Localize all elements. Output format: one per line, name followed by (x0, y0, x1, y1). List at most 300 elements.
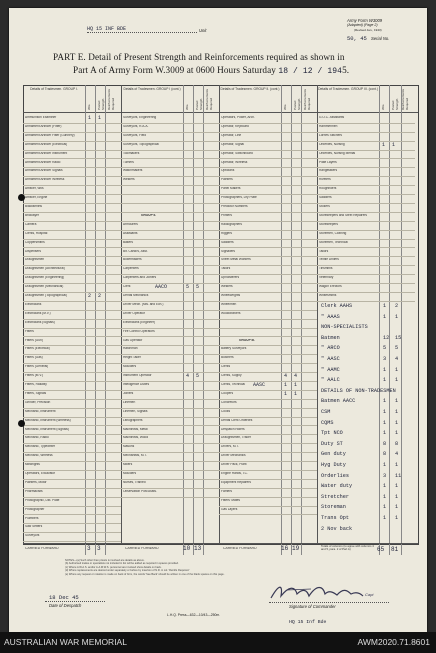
form-revised: (Revised Jan., 1943) (354, 28, 382, 32)
row-label: Electricians (25, 302, 42, 306)
typed-entry (317, 302, 417, 312)
form-sheet (9, 8, 427, 632)
typed-entry (317, 440, 417, 450)
row-label: Surveyors (25, 534, 40, 538)
row-label: Predictor Numbers (221, 205, 248, 208)
typed-entry-we: 12 (383, 334, 390, 341)
row-label: Toolmakers (123, 151, 140, 155)
row-label: Camera (25, 222, 37, 226)
typed-entry-posted: 1 (395, 313, 399, 320)
typed-entry-posted: 11 (395, 472, 402, 479)
row-label: Plumbers (25, 516, 39, 520)
row-label: Farriers (221, 489, 232, 493)
row-label: Fitters, Railway (25, 383, 47, 386)
row-label: Fitters (Electrical) (25, 347, 50, 351)
form-note: (d) Where replacements are desired under separately or before by insertion of N.R. in col. 'Reinfts Required.' (65, 569, 190, 573)
table-row (317, 292, 415, 302)
col3-required-head: Reinforcements Required (303, 88, 311, 110)
typed-entry (317, 376, 417, 386)
typed-entry-we: 2 (88, 293, 92, 299)
row-label: Cooks (221, 409, 231, 413)
cf-label-1: CARRIED FORWARD (25, 547, 59, 550)
row-label: Stokers (319, 205, 330, 208)
typed-entry (317, 525, 417, 535)
row-label: Observation Post Assts. (123, 489, 157, 493)
typed-entry-posted: 1 (395, 504, 399, 511)
form-adapted: (Adapted) (Page 2) (347, 23, 378, 27)
row-label: Armourers (123, 222, 138, 226)
form-note: NOTES—(a) Such other than priests is involved are details as above. (65, 559, 145, 562)
typed-entry-posted: 1 (395, 377, 399, 384)
col2-required-head: Reinforcements Required (205, 88, 213, 110)
typed-entry (317, 408, 417, 418)
row-label: Boilermakers (123, 258, 142, 262)
signature-label: Signature of Commander (289, 604, 336, 609)
row-label: Clerks, Technical (221, 383, 246, 386)
row-label: Armament Artificer (Electrical) (25, 142, 68, 146)
row-label: Mechanic, Wireless (25, 454, 53, 458)
cf4-we: 65 (377, 546, 385, 553)
row-label: Saddlers (221, 240, 234, 244)
row-label: Grinder, Precision (25, 400, 51, 404)
row-label: Masons (123, 445, 135, 449)
row-label: Fitters' Mates (221, 498, 241, 502)
row-label: Mechanic, Typewriter (25, 445, 56, 449)
typed-entry-label: Batmen AACC (321, 398, 356, 405)
row-label: Tailors (319, 249, 329, 253)
row-label: Photographer (25, 507, 45, 511)
typed-entry (23, 114, 121, 123)
typed-entry-posted: 2 (98, 293, 102, 299)
typed-entry-posted: 4 (395, 451, 399, 458)
typed-entry (317, 493, 417, 503)
row-label: Carpenters (123, 267, 139, 271)
typed-entry-posted: 1 (294, 390, 298, 397)
title-date-suffix: 5. (342, 65, 350, 75)
row-label: Machinists, Metal (123, 427, 148, 431)
typed-entry-we: 4 (186, 373, 190, 380)
row-label: Surveyors, Field (123, 133, 147, 137)
row-label: Fitters (General) (25, 365, 49, 369)
row-label: Gas Layers (221, 507, 238, 511)
col1-we-head: W.E. (87, 103, 91, 110)
row-label: Operator, Switchboard (221, 151, 253, 155)
typed-entry (317, 419, 417, 429)
row-label: Draughtsmen (Topographical) (25, 294, 67, 297)
typed-entry-we: 3 (383, 356, 387, 362)
typed-entry-we: 1 (383, 430, 387, 437)
row-label: Mechanic, Radio (25, 436, 49, 440)
row-label: Millers (123, 463, 133, 467)
row-label: Armament Artificer (Fitter) (25, 124, 62, 128)
typed-entry-label: " AASC (321, 356, 340, 362)
typed-entry-label: Gen duty (321, 451, 346, 458)
header-rule (23, 112, 418, 113)
col3-posted-head: Posted Strength (293, 98, 301, 110)
typed-entry (317, 503, 417, 513)
row-label: Electricians (Engineer) (123, 320, 156, 324)
typed-entry-we: 1 (383, 303, 387, 309)
cf1-we: 3 (87, 545, 91, 552)
row-label: Lithographers (123, 418, 143, 422)
typed-entry-we: 5 (383, 345, 387, 352)
cf2-posted: 13 (194, 545, 202, 552)
row-label: Storemen, Clothing (319, 231, 347, 235)
row-label: Operator, Signal (221, 142, 245, 146)
typed-entry-we: 1 (382, 141, 386, 148)
typed-entry-label: " AALC (321, 377, 340, 384)
despatch-date-typed: 18 Dec 45 (49, 594, 79, 601)
row-label: Driver Mechanics (221, 454, 246, 458)
row-label: Driver Pack, Plant (221, 463, 247, 467)
row-label: Mechanic, Instrument (25, 409, 56, 413)
carried-rule (23, 543, 418, 544)
row-label: Fitters (25, 329, 34, 333)
typed-entry-we: 1 (284, 382, 288, 388)
typed-entry-we: 1 (284, 390, 288, 397)
row-label: Armament Artificer Radio (25, 160, 61, 164)
row-label: Surveyors, R.A.A. (123, 124, 149, 128)
row-label: Operator, Wireless (221, 160, 248, 164)
row-label: Dental Clerk Orderlies (221, 418, 253, 422)
form-title-line1: PART E. Detail of Present Strength and Reinforcements required as shown in (53, 52, 345, 62)
typed-entry (317, 429, 417, 439)
typed-entry-label: NON-SPECIALISTS (321, 324, 368, 331)
typed-entry-label: AACO (155, 284, 168, 291)
col4-we-head: W.E. (381, 103, 385, 110)
row-label: Fitters (Gas) (25, 356, 43, 360)
row-label: Dental Mechanics (123, 294, 149, 297)
typed-entry-posted: 1 (395, 398, 399, 405)
typed-entry-posted: 1 (395, 366, 399, 373)
row-label: Intelligence Duties (123, 383, 150, 386)
row-label: Sheet Metal Workers (221, 258, 251, 262)
typed-entry-label: " ARCO (321, 345, 340, 352)
typed-entry (121, 283, 219, 292)
typed-entry (317, 141, 415, 150)
row-label: Mechanic, Instrument (Signals) (25, 427, 69, 431)
row-label: Storekeepers and Steel Repairers (319, 213, 368, 217)
typed-entry-posted: 1 (395, 483, 399, 490)
typed-entry-we: 1 (383, 313, 387, 320)
despatch-date-line (45, 601, 105, 602)
row-label: Fitters (Gun) (25, 338, 43, 342)
typed-entry-label: " AAMC (321, 366, 340, 373)
typed-entry-we: 1 (383, 462, 387, 468)
typed-entry (219, 390, 317, 399)
row-label: Photographers, Dry Plate (221, 196, 257, 200)
typed-entry-posted: 2 (395, 303, 399, 309)
typed-entry (23, 292, 121, 301)
typed-entry-label: CQMS (321, 419, 334, 426)
cf4-posted: 81 (391, 546, 399, 553)
row-label: Armament Artificer Signals (25, 169, 63, 173)
typed-entry-label: Batmen (321, 334, 340, 341)
table-row (121, 488, 219, 498)
row-label: Operator, Keyboard (221, 124, 249, 128)
row-label: Blacksmiths (25, 205, 43, 208)
typed-entry (317, 313, 417, 323)
form-title-line2 (73, 65, 349, 77)
typed-entry-label: Storeman (321, 504, 346, 511)
row-label: Despatch Riders (221, 427, 245, 431)
typed-entry-posted: 1 (294, 382, 298, 388)
typed-entry-we: 1 (383, 483, 387, 490)
typed-entry-we: 1 (383, 366, 387, 373)
cf2-we: 10 (183, 545, 191, 552)
typed-entry (317, 355, 417, 365)
signature-suffix: Capt (365, 592, 374, 597)
row-label: Linemen, Signals (123, 409, 148, 413)
row-label: Mechanic, Instrument (Wireless) (25, 418, 71, 422)
unit-line (87, 32, 197, 33)
form-note: (c) Where A.W.A.S. and/or A.A.M.W.S. personnel are involved show details on back. (65, 565, 162, 569)
typed-entry (317, 387, 417, 397)
row-label: Draughtsmen (Engineering) (25, 276, 65, 280)
cf1-posted: 3 (97, 545, 101, 552)
row-label: Joiners (123, 391, 134, 395)
row-label: Armament Artificer Fitter (Gunnery) (25, 133, 75, 137)
row-label: Woodworkers (221, 311, 241, 315)
typed-entry-we: 3 (383, 472, 387, 479)
col3-we-head: W.E. (283, 103, 287, 110)
row-label: Fire Control Operators (123, 329, 155, 333)
row-label: Lorries Stitchers (319, 133, 343, 137)
row-label: GROUP II. (141, 213, 157, 217)
despatch-date-label: Date of Despatch (49, 603, 82, 608)
cf-label-3: CARRIED FORWARD (223, 547, 257, 550)
typed-entry-we: 1 (383, 504, 387, 511)
row-label: Storemen, Technical (319, 240, 348, 244)
row-label: Butchers (221, 356, 234, 360)
typed-entry-posted: 15 (395, 334, 402, 341)
typed-entry-label: Hyg Duty (321, 462, 346, 468)
unit-typed: HQ 15 INF BDE (87, 26, 127, 32)
row-label: Equipment Repairers (221, 480, 251, 484)
cf-totals-label: Totals of columns (to agree with columns 4 and 5, para. 2 of Part A) (321, 545, 374, 552)
typed-entry (317, 344, 417, 354)
table-row (219, 506, 317, 516)
typed-entry-we: 5 (186, 284, 190, 291)
typed-entry-posted: 1 (395, 419, 399, 426)
row-label: Painters (221, 178, 233, 182)
row-label: Tailors (221, 267, 231, 271)
row-label: Roughriders (319, 187, 337, 191)
typed-entry-posted: 1 (395, 409, 399, 415)
col3-header: Details of Tradesmen. GROUP II. (cont.) (220, 87, 280, 91)
row-label: Wagon Erectors (319, 285, 342, 289)
row-label: Whitesmiths (319, 294, 337, 297)
row-label: Riggers (221, 231, 232, 235)
typed-entry (317, 334, 417, 344)
typed-entry (317, 397, 417, 407)
typed-entry-posted: 5 (395, 345, 399, 352)
row-label: Millwrights (25, 463, 40, 467)
row-label: Saw Setters (25, 525, 43, 529)
row-label: Operators, Excavator (25, 472, 56, 475)
row-label: Drivers, M.T. (221, 445, 239, 449)
typed-entry-we: 8 (383, 451, 387, 458)
row-label: Draughtsmen (Architectural) (25, 267, 65, 271)
typed-entry-we: 1 (383, 409, 387, 415)
serial-value: 50, 45 (347, 35, 367, 42)
col1-required-head: Reinforcements Required (107, 88, 115, 110)
credit-left: AUSTRALIAN WAR MEMORIAL (4, 637, 127, 647)
row-label: Draughtsmen (25, 258, 45, 262)
form-note: (e) Where any request or notation is made on back of form, the words 'See Back' should be written in one of the blank spaces on this page. (65, 572, 225, 576)
col1-header: Details of Tradesmen. GROUP I. (30, 87, 78, 91)
typed-entry-posted: 8 (395, 440, 399, 447)
row-label: Rangetakers (319, 169, 338, 173)
row-label: Coppersmiths (25, 240, 45, 244)
typed-entry-label: 2 Nov back (321, 525, 353, 532)
row-label: Moulders (123, 472, 137, 475)
signature-line (269, 602, 389, 603)
typed-entry-label: DETAILS OF NON-TRADESMEN (321, 387, 396, 394)
typed-entry-posted: 4 (294, 373, 298, 380)
cf3-posted: 19 (292, 545, 300, 552)
typed-entry-posted: 1 (395, 515, 399, 521)
typed-entry-posted: 1 (395, 430, 399, 437)
typed-entry (317, 450, 417, 460)
typed-entry-we: 1 (88, 115, 92, 121)
form-note: (b) Authorised trades or specialists not included in list will be added as required in spaces provided. (65, 562, 179, 566)
col1-posted-head: Posted Strength (97, 98, 105, 110)
typed-entry (121, 372, 219, 381)
col4-header: Details of Tradesmen. GROUP III. (cont.) (318, 87, 378, 91)
row-label: Carpenters and Joiners (123, 276, 157, 280)
row-label: Draughtsmen, Tracer (221, 436, 251, 440)
row-label: Orderlies, Nursing (319, 142, 345, 146)
row-label: Fitters, Signals (25, 391, 47, 395)
typed-entry-posted: 5 (196, 373, 200, 380)
serial-label: Serial No. (371, 36, 390, 41)
typed-entry (317, 482, 417, 492)
archive-credit-bar (0, 632, 436, 653)
row-label: Armament Artificer Instrument (25, 151, 68, 155)
row-label: Dispensers (25, 249, 41, 253)
row-label: Wheelwrights (221, 294, 241, 297)
col4-required-head: Reinforcements Required (401, 88, 409, 110)
row-label: Wheelmen (221, 302, 237, 306)
row-label: Clerk (123, 285, 131, 289)
title-line2-text: Part A of Army Form W.3009 at 0600 Hours Saturday (73, 65, 276, 75)
row-label: Veterinary (319, 276, 334, 280)
typed-entry-label: Duty ST (321, 440, 343, 447)
typed-entry-posted: 1 (98, 115, 102, 121)
row-label: Watchmakers (123, 169, 143, 173)
typed-entry-posted: 1 (395, 462, 399, 468)
row-label: G.O.C. Assistants (319, 116, 345, 119)
row-label: Battery Surveyors (221, 347, 247, 351)
row-label: Gas Operator (123, 338, 143, 342)
table-row (23, 532, 121, 542)
row-label: Painters, Motor (25, 480, 47, 484)
row-label: Engine Hands, I.C. (221, 472, 248, 475)
row-label: Clerks, Supply (221, 374, 242, 378)
typed-entry-we: 1 (383, 398, 387, 405)
row-label: Hammermen (319, 124, 338, 128)
row-label: Pharmacists (25, 489, 43, 493)
row-label: Bricklayer (25, 213, 39, 217)
row-label: Panel Makers (221, 187, 241, 191)
row-label: Bakers (123, 240, 133, 244)
unit-stamp: HQ 15 Inf Bde (289, 620, 327, 625)
typed-entry-label: Stretcher (321, 493, 350, 500)
form-notes (65, 559, 405, 576)
typed-entry-posted: 1 (395, 493, 399, 500)
punch-hole-bottom (18, 420, 25, 427)
row-label: Signallers (221, 249, 235, 253)
row-label: Saddlers (319, 196, 332, 200)
col2-header: Details of Tradesmen. GROUP I (cont.) (123, 87, 181, 91)
col4-posted-head: Posted Strength (391, 98, 399, 110)
row-label: Artificer, Wks (25, 187, 44, 191)
row-label: Operator, Line (221, 133, 242, 137)
row-label: Upholsterers (221, 276, 240, 280)
credit-right: AWM2020.71.8601 (357, 637, 430, 647)
typed-entry-we: 1 (383, 493, 387, 500)
row-label: Welders (123, 178, 135, 182)
typed-entry-we: 1 (383, 419, 387, 426)
typed-entry-we: 8 (383, 440, 387, 447)
cf3-we: 16 (281, 545, 289, 552)
row-label: Armament Artificer Wireless (25, 178, 65, 182)
typed-entry-label: Trans Opt (321, 515, 350, 521)
typed-entry (317, 461, 417, 471)
typed-entry (317, 323, 417, 333)
row-label: Electricians (Signals) (25, 320, 55, 324)
row-label: Welders (221, 285, 233, 289)
row-label: Height Taker (123, 356, 141, 360)
typed-entry-label: Water duty (321, 483, 353, 490)
row-label: Nurses, Trained (123, 480, 146, 484)
row-label: Assistants (123, 231, 138, 235)
row-label: Mechanists, M.T. (123, 454, 147, 458)
col2-posted-head: Posted Strength (195, 98, 203, 110)
row-label: GROUP III. (239, 338, 256, 342)
row-label: Ammunition Examiner (25, 116, 57, 119)
form-ref: Army Form W3009 (347, 18, 383, 23)
row-label: Riveters (319, 178, 331, 182)
row-label: Turners (123, 160, 134, 164)
row-label: Clerks (221, 365, 231, 369)
row-label: Electricians (M.V.) (25, 311, 51, 315)
row-label: Hatchman (123, 347, 138, 351)
row-label: Machinists, Wood (123, 436, 149, 440)
title-date-typed: 18 / 12 / 194 (278, 67, 343, 76)
row-label: Plate Layers (319, 160, 337, 164)
row-label: Printers (221, 213, 232, 217)
typed-entry-posted: 4 (395, 356, 399, 362)
row-label: Photographic, Dkt. Plate (25, 498, 60, 502)
row-label: Driver Mech. (Mis. and Ech.) (123, 302, 164, 306)
row-label: Opticians (221, 169, 235, 173)
commander-signature (267, 580, 377, 604)
row-label: Draughtsmen (Mechanical) (25, 285, 64, 289)
typed-entry-we: 4 (284, 373, 288, 380)
typed-entry (219, 372, 317, 381)
row-label: Bit. Candl's, Asst. (123, 249, 148, 253)
punch-hole-top (18, 194, 25, 201)
typed-entry-we: 1 (383, 377, 387, 384)
typed-entry (317, 366, 417, 376)
col2-we-head: W.E. (185, 103, 189, 110)
row-label: Operators, Power, Arch. (221, 116, 255, 119)
typed-entry-we: 1 (383, 515, 387, 521)
row-label: Surveyors, Topographical (123, 142, 159, 146)
typed-entry-label: Orderlies (321, 472, 350, 479)
